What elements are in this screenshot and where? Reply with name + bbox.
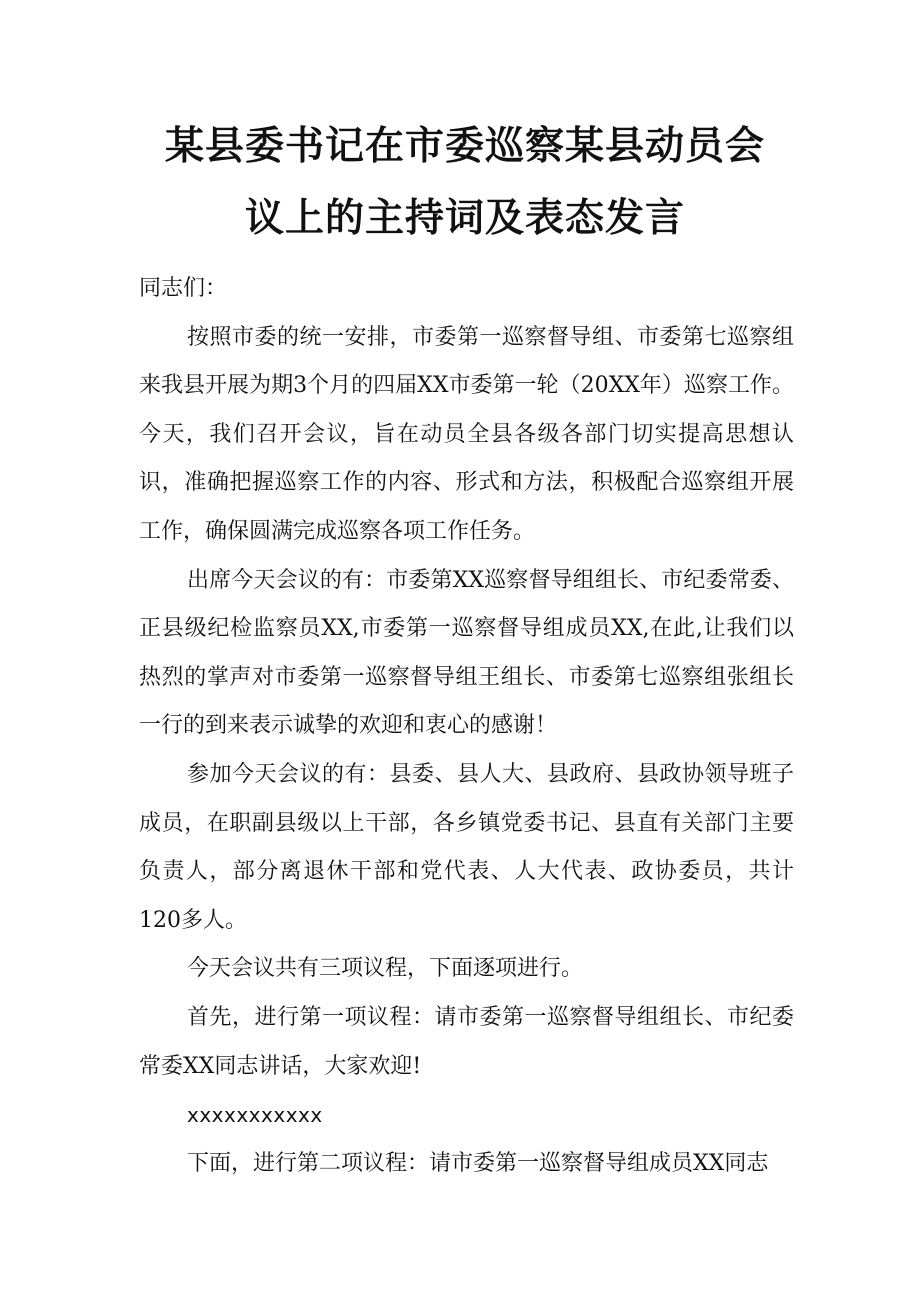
salutation: 同志们： (139, 276, 228, 301)
document-body (139, 265, 794, 1188)
paragraph-participants: 参加今天会议的有：县委、县人大、县政府、县政协领导班子成员，在职副县级以上干部，各乡镇党委书记、县直有关部门主要负责人，部分离退休干部和党代表、人大代表、政协委员，共计120多人。 (139, 761, 794, 933)
document-title-line-2: 议上的主持词及表态发言 (244, 196, 685, 241)
paragraph-agenda: 今天会议共有三项议程，下面逐项进行。 (187, 956, 584, 982)
paragraph-arrangement: 按照市委的统一安排，市委第一巡察督导组、市委第七巡察组来我县开展为期3个月的四届XX市委第一轮（20XX年）巡察工作。今天，我们召开会议，旨在动员全县各级各部门切实提高思想认识，准确把握巡察工作的内容、形式和方法，积极配合巡察组开展工作，确保圆满完成巡察各项工作任务。 (139, 324, 794, 544)
paragraph-second-item: 下面，进行第二项议程：请市委第一巡察督导组成员XX同志 (187, 1150, 769, 1176)
paragraph-first-item: 首先，进行第一项议程：请市委第一巡察督导组组长、市纪委常委XX同志讲话，大家欢迎! (139, 1004, 794, 1079)
paragraph-attendees-present: 出席今天会议的有：市委第XX巡察督导组组长、市纪委常委、正县级纪检监察员XX,市委第一巡察督导组成员XX,在此,让我们以热烈的掌声对市委第一巡察督导组王组长、市委第七巡察组张组长一行的到来表示诚挚的欢迎和衷心的感谢！ (139, 567, 794, 739)
placeholder-line: xxxxxxxxxxx (187, 1103, 323, 1128)
document-title-line-1: 某县委书记在市委巡察某县动员会 (164, 124, 765, 169)
